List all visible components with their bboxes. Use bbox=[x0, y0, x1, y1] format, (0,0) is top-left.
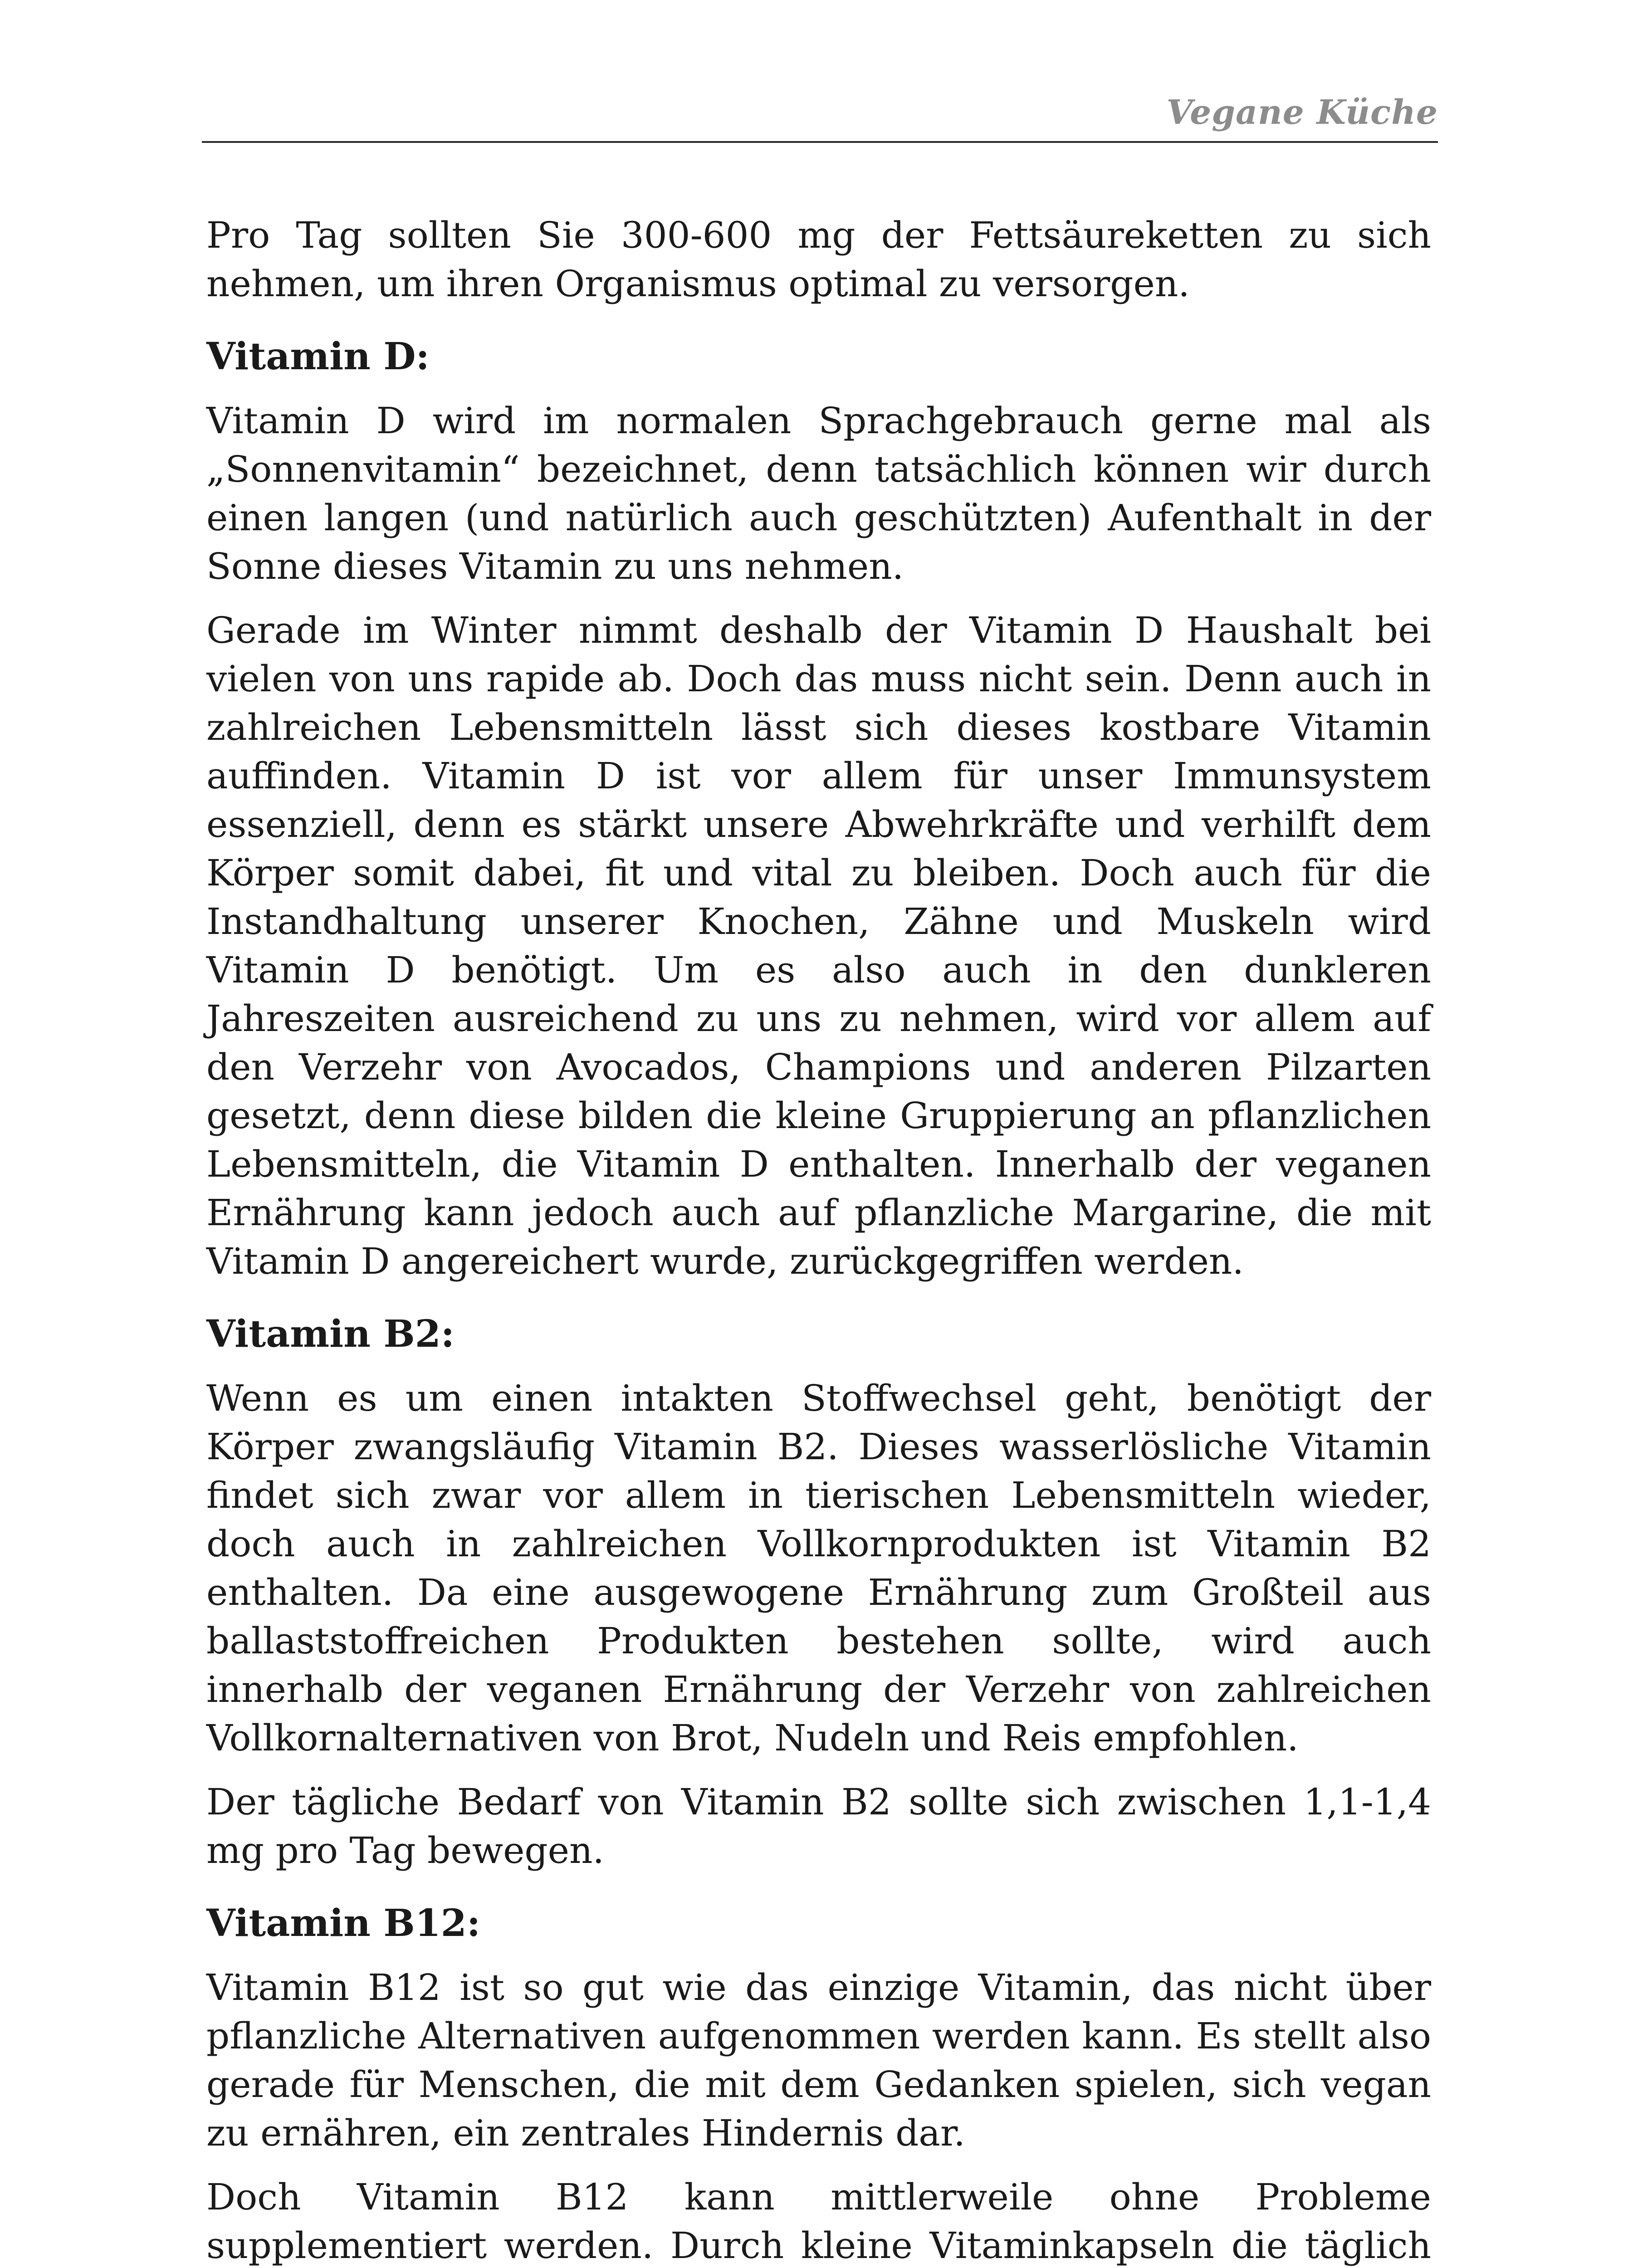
heading-vitamin-b2: Vitamin B2: bbox=[206, 1312, 455, 1356]
running-header bbox=[202, 84, 1438, 143]
paragraph-vitamin-d-intro: Vitamin D wird im normalen Sprachgebrauch gerne mal als „Sonnenvitamin“ bezeichnet, denn tatsächlich können wir durch einen langen (und natürlich auch geschützten) Aufenthalt in der Sonne dieses Vitamin zu uns nehmen. bbox=[206, 400, 1431, 587]
running-title: Vegane Küche bbox=[1166, 93, 1438, 132]
heading-vitamin-d: Vitamin D: bbox=[206, 335, 430, 378]
page-body bbox=[206, 211, 1431, 2268]
paragraph-vitamin-b12-supplement: Doch Vitamin B12 kann mittlerweile ohne Probleme supplementiert werden. Durch kleine Vitaminkapseln die täglich bbox=[206, 2176, 1431, 2267]
heading-vitamin-b12: Vitamin B12: bbox=[206, 1901, 481, 1945]
paragraph-vitamin-b12-intro: Vitamin B12 ist so gut wie das einzige Vitamin, das nicht über pflanzliche Alternativen aufgenommen werden kann. Es stellt also gerade für Menschen, die mit dem Gedanken spielen, sich vegan zu ernähren, ein zentrales Hindernis dar. bbox=[206, 1966, 1431, 2154]
paragraph-fatty-acids: Pro Tag sollten Sie 300-600 mg der Fettsäureketten zu sich nehmen, um ihren Organismus optimal zu versorgen. bbox=[206, 214, 1431, 305]
paragraph-vitamin-d-sources: Gerade im Winter nimmt deshalb der Vitamin D Haushalt bei vielen von uns rapide ab. Doch das muss nicht sein. Denn auch in zahlreichen Lebensmitteln lässt sich dieses kostbare Vitamin auffinden. Vitamin D ist vor allem für unser Immunsystem essenziell, denn es stärkt unsere Abwehrkräfte und verhilft dem Körper somit dabei, fit und vital zu bleiben. Doch auch für die Instandhaltung unserer Knochen, Zähne und Muskeln wird Vitamin D benötigt. Um es also auch in den dunkleren Jahreszeiten ausreichend zu uns zu nehmen, wird vor allem auf den Verzehr von Avocados, Champions und anderen Pilzarten gesetzt, denn diese bilden die kleine Gruppierung an pflanzlichen Lebensmitteln, die Vitamin D enthalten. Innerhalb der veganen Ernährung kann jedoch auch auf pflanzliche Margarine, die mit Vitamin D angereichert wurde, zurückgegriffen werden. bbox=[206, 609, 1431, 1282]
header-divider bbox=[202, 141, 1438, 143]
paragraph-vitamin-b2-daily: Der tägliche Bedarf von Vitamin B2 sollte sich zwischen 1,1-1,4 mg pro Tag bewegen. bbox=[206, 1781, 1431, 1872]
paragraph-vitamin-b2-intro: Wenn es um einen intakten Stoffwechsel geht, benötigt der Körper zwangsläufig Vitamin B2. Dieses wasserlösliche Vitamin findet sich zwar vor allem in tierischen Lebensmitteln wieder, doch auch in zahlreichen Vollkornprodukten ist Vitamin B2 enthalten. Da eine ausgewogene Ernährung zum Großteil aus ballaststoffreichen Produkten bestehen sollte, wird auch innerhalb der veganen Ernährung der Verzehr von zahlreichen Vollkornalternativen von Brot, Nudeln und Reis empfohlen. bbox=[206, 1377, 1431, 1759]
